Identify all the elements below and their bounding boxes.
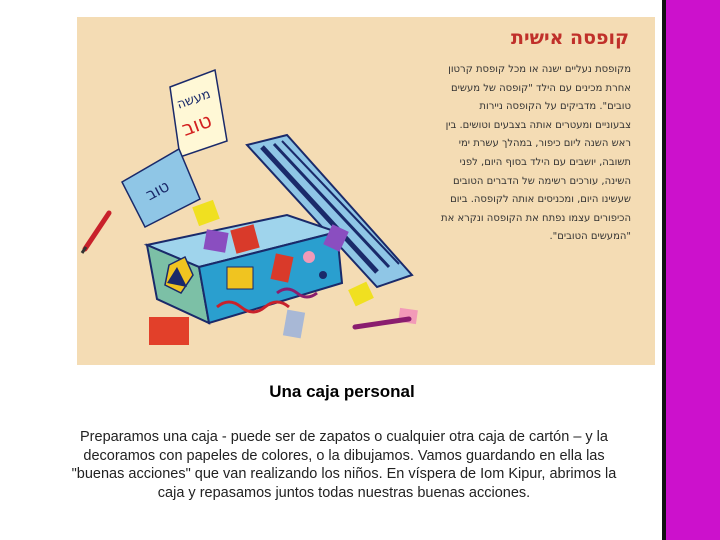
paper-grey-loose (283, 310, 305, 339)
pencil-tip (82, 247, 86, 253)
card-good-deed (170, 70, 227, 157)
hebrew-title: קופסה אישית (511, 27, 629, 49)
caption-title: Una caja personal (269, 382, 415, 401)
pencil-icon (85, 213, 109, 249)
paper-red-loose (149, 317, 189, 345)
paper-yellow-loose (348, 282, 374, 307)
decoration-dot (303, 251, 315, 263)
decoration-dot (319, 271, 327, 279)
book-page-illustration (77, 17, 655, 365)
marker-icon (355, 319, 409, 327)
paper-yellow (192, 200, 220, 226)
card-1-line-2: טוב (178, 108, 215, 141)
paper-purple (203, 229, 228, 253)
card-good (122, 149, 200, 227)
caption-body: Preparamos una caja - puede ser de zapatos o cualquier otra caja de cartón – y la decoramos con papeles de colores, o la dibujamos. Vamos guardando en ella las "buenas acciones" que van realizando los niños. En víspera de Iom Kipur, abrimos la caja y repasamos juntos todas nuestras buenas acciones. (71, 429, 617, 501)
decoration-square (227, 267, 253, 289)
side-color-band (666, 0, 720, 540)
card-1-line-1: מעשה (174, 86, 213, 113)
card-2-text: טוב (142, 176, 173, 205)
hebrew-body-text: מקופסת נעליים ישנה או מכל קופסת קרטון אחרת מכינים עם הילד "קופסה של מעשים טובים". מדביקים על הקופסה ניירות צבעוניים ומעטרים אותה בצבעים וטושים. בין ראש השנה ליום כיפור, במהלך עשרת ימי תשובה, יושבים עם הילד בסוף היום, לפני השינה, עורכים רשימה של הדברים הטובים שעשינו היום, ומכניסים אותה לקופסה. ביום הכיפורים עצמו נפתח את הקופסה ונקרא את "המעשים הטובים". (441, 64, 631, 243)
